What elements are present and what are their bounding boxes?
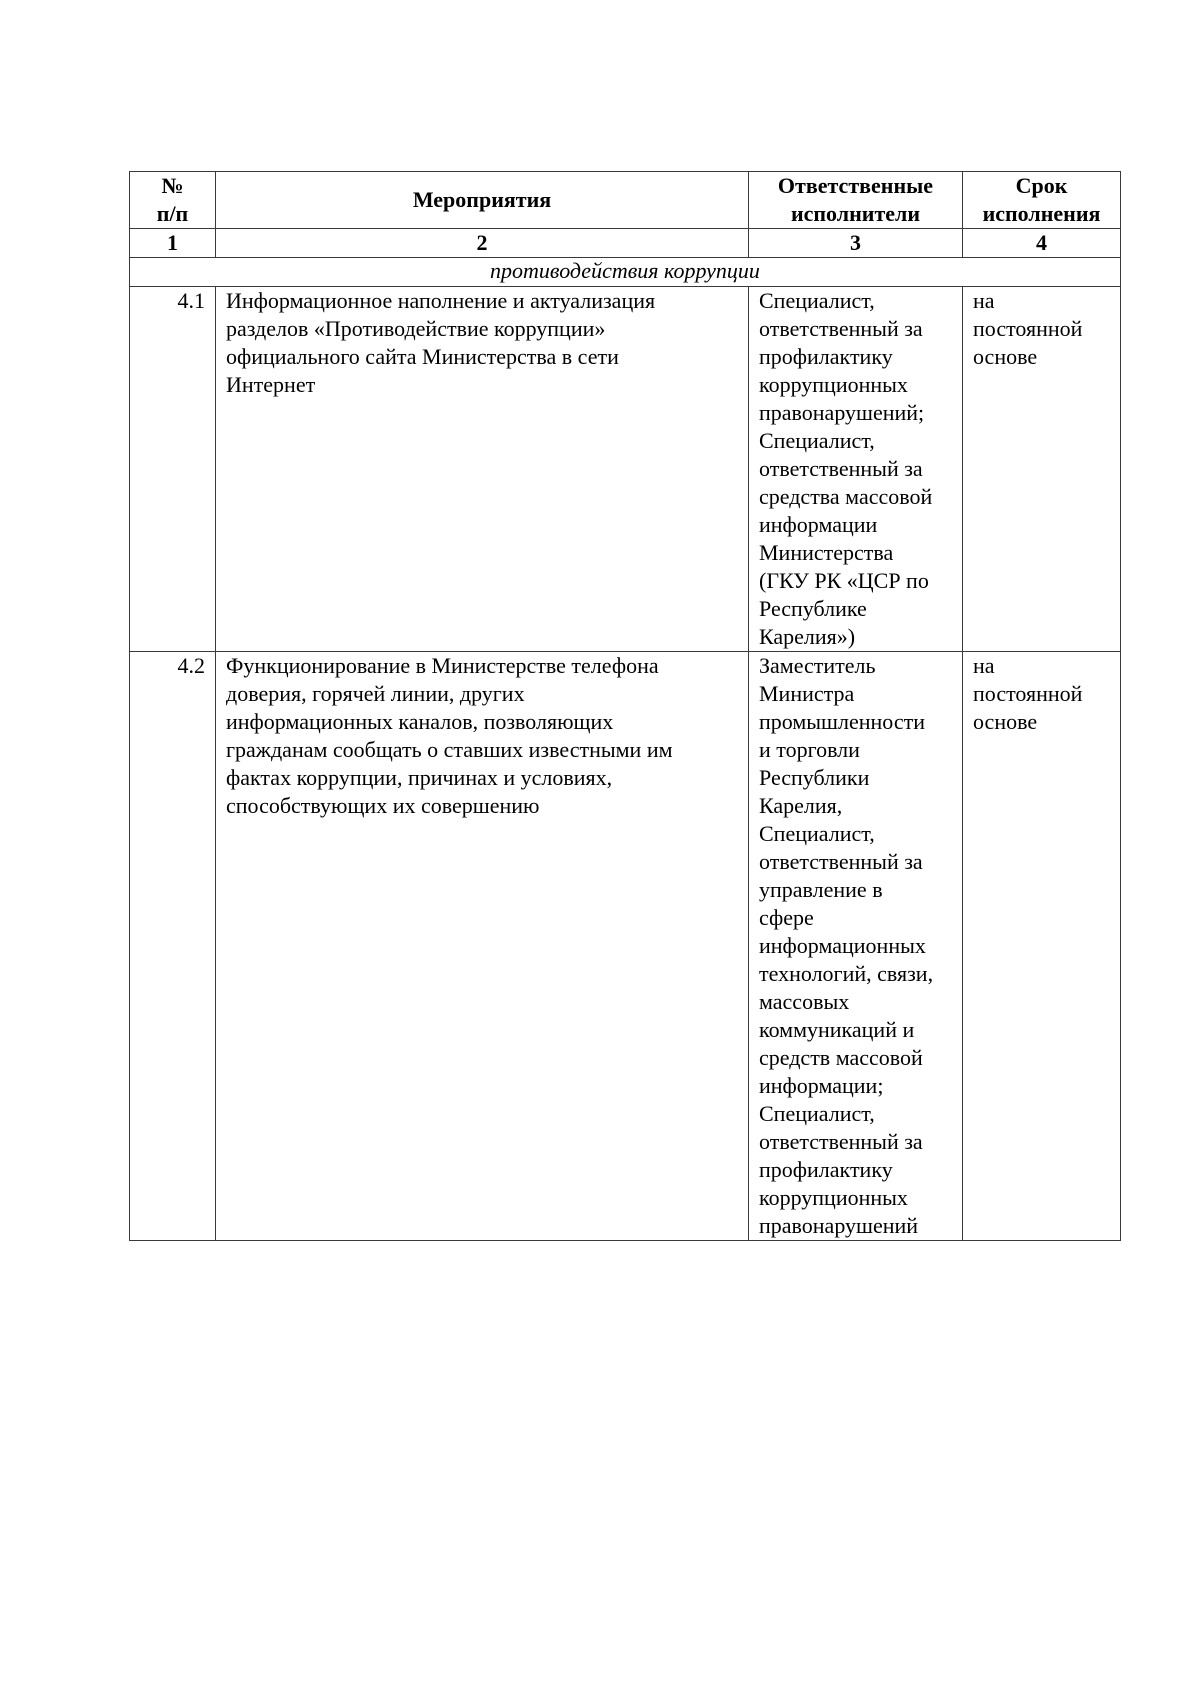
column-number-1: 1 bbox=[130, 229, 216, 258]
responsible-cell-line: и торговли bbox=[759, 737, 860, 762]
activity-cell-line: разделов «Противодействие коррупции» bbox=[226, 316, 606, 341]
responsible-cell-line: Карелия, bbox=[759, 793, 843, 818]
responsible-cell-line: сфере bbox=[759, 905, 814, 930]
header-responsible: Ответственные исполнители bbox=[749, 172, 963, 229]
deadline-cell-line: основе bbox=[973, 709, 1038, 734]
activity-cell-line: доверия, горячей линии, других bbox=[226, 681, 525, 706]
column-number-2: 2 bbox=[216, 229, 749, 258]
activity-cell bbox=[216, 287, 749, 652]
activity-cell-line: способствующих их совершению bbox=[226, 793, 540, 818]
table-row bbox=[130, 652, 1121, 1241]
responsible-cell-line: профилактику bbox=[759, 344, 893, 369]
responsible-cell-line: Заместитель bbox=[759, 653, 876, 678]
activity-cell-line: Интернет bbox=[226, 372, 316, 397]
responsible-cell-line: Специалист, bbox=[759, 821, 875, 846]
responsible-cell-line: коммуникаций и bbox=[759, 1017, 915, 1042]
responsible-cell-line: информации bbox=[759, 512, 878, 537]
deadline-cell-line: основе bbox=[973, 344, 1038, 369]
responsible-cell-line: ответственный за bbox=[759, 316, 923, 341]
column-number-4: 4 bbox=[963, 229, 1121, 258]
responsible-cell-line: информационных bbox=[759, 933, 926, 958]
column-number-row bbox=[130, 229, 1121, 258]
activity-cell-line: Функционирование в Министерстве телефона bbox=[226, 653, 659, 678]
header-num: № п/п bbox=[130, 172, 216, 229]
responsible-cell-line: правонарушений; bbox=[759, 400, 925, 425]
responsible-cell-line: Министра bbox=[759, 681, 855, 706]
responsible-cell-line: информации; bbox=[759, 1073, 884, 1098]
row-number: 4.2 bbox=[130, 652, 216, 1241]
responsible-cell-line: средств массовой bbox=[759, 1045, 923, 1070]
deadline-cell-line: на bbox=[973, 288, 995, 313]
section-title-row bbox=[130, 258, 1121, 287]
responsible-cell-line: Карелия») bbox=[759, 624, 856, 649]
activity-cell-line: официального сайта Министерства в сети bbox=[226, 344, 619, 369]
activity-cell-line: фактах коррупции, причинах и условиях, bbox=[226, 765, 613, 790]
responsible-cell-line: правонарушений bbox=[759, 1213, 919, 1238]
table-row bbox=[130, 287, 1121, 652]
header-activity: Мероприятия bbox=[216, 172, 749, 229]
responsible-cell-line: промышленности bbox=[759, 709, 925, 734]
responsible-cell-line: управление в bbox=[759, 877, 883, 902]
activity-cell-line: Информационное наполнение и актуализация bbox=[226, 288, 656, 313]
responsible-cell-line: технологий, связи, bbox=[759, 961, 934, 986]
responsible-cell-line: ответственный за bbox=[759, 849, 923, 874]
activity-cell bbox=[216, 652, 749, 1241]
responsible-cell-line: (ГКУ РК «ЦСР по bbox=[759, 568, 929, 593]
deadline-cell-line: на bbox=[973, 653, 995, 678]
responsible-cell-line: средства массовой bbox=[759, 484, 933, 509]
responsible-cell-line: Республике bbox=[759, 596, 867, 621]
activity-cell-line: гражданам сообщать о ставших известными им bbox=[226, 737, 673, 762]
responsible-cell-line: профилактику bbox=[759, 1157, 893, 1182]
measures-table bbox=[129, 171, 1121, 1241]
responsible-cell-line: ответственный за bbox=[759, 1129, 923, 1154]
responsible-cell bbox=[749, 287, 963, 652]
responsible-cell-line: Республики bbox=[759, 765, 870, 790]
responsible-cell-line: ответственный за bbox=[759, 456, 923, 481]
row-number: 4.1 bbox=[130, 287, 216, 652]
responsible-cell-line: коррупционных bbox=[759, 1185, 908, 1210]
deadline-cell-line: постоянной bbox=[973, 681, 1083, 706]
header-deadline: Срок исполнения bbox=[963, 172, 1121, 229]
responsible-cell-line: коррупционных bbox=[759, 372, 908, 397]
table-header-row bbox=[130, 172, 1121, 229]
activity-cell-line: информационных каналов, позволяющих bbox=[226, 709, 614, 734]
responsible-cell-line: Специалист, bbox=[759, 428, 875, 453]
responsible-cell bbox=[749, 652, 963, 1241]
section-title: противодействия коррупции bbox=[130, 258, 1121, 287]
deadline-cell-line: постоянной bbox=[973, 316, 1083, 341]
responsible-cell-line: Специалист, bbox=[759, 288, 875, 313]
deadline-cell bbox=[963, 652, 1121, 1241]
responsible-cell-line: массовых bbox=[759, 989, 850, 1014]
column-number-3: 3 bbox=[749, 229, 963, 258]
responsible-cell-line: Министерства bbox=[759, 540, 894, 565]
deadline-cell bbox=[963, 287, 1121, 652]
responsible-cell-line: Специалист, bbox=[759, 1101, 875, 1126]
